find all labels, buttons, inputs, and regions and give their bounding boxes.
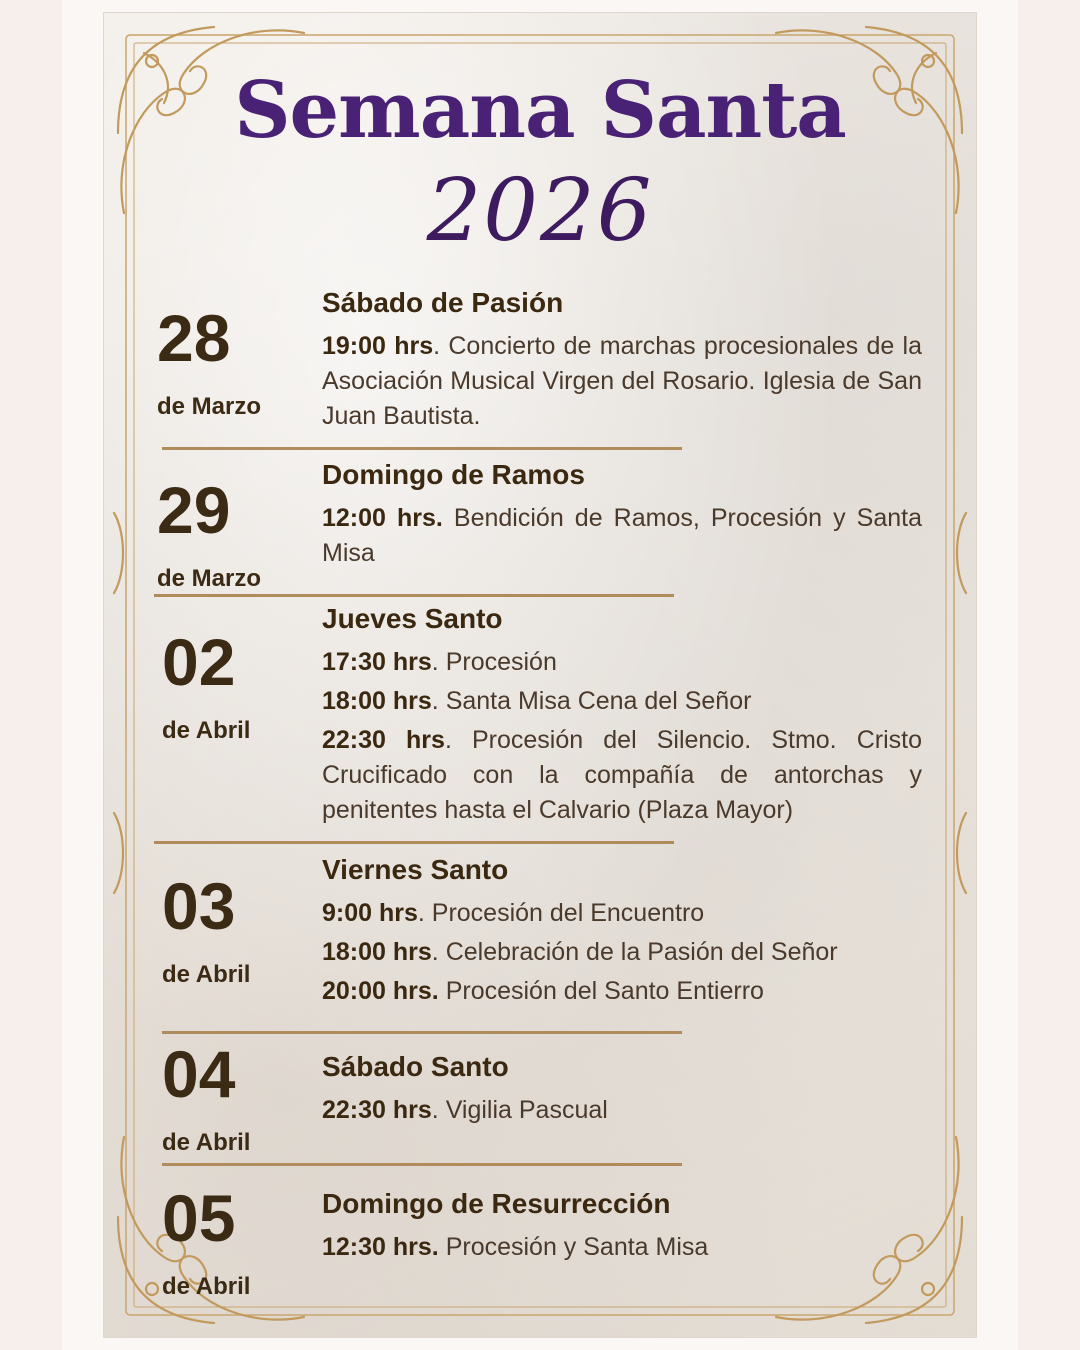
time-label: 12:30 hrs.: [322, 1233, 439, 1261]
day-number: 28: [157, 301, 231, 375]
month-label: de Abril: [162, 1129, 251, 1156]
day-number: 02: [162, 625, 236, 699]
time-label: 17:30 hrs: [322, 648, 432, 676]
schedule-item: [322, 501, 922, 571]
time-label: 22:30 hrs: [322, 1096, 432, 1124]
time-label: 22:30 hrs: [322, 726, 445, 754]
month-label: de Abril: [162, 961, 251, 988]
schedule-description: . Vigilia Pascual: [431, 1096, 608, 1124]
time-label: 12:00 hrs.: [322, 504, 443, 532]
event-block: [322, 1188, 922, 1265]
separator-line: [162, 1163, 682, 1166]
poster-title: Semana Santa: [234, 65, 846, 156]
day-number: 29: [157, 473, 231, 547]
schedule-item: [322, 896, 922, 931]
poster-year: 2026: [426, 161, 654, 261]
month-label: de Marzo: [157, 565, 262, 592]
date-block: [157, 473, 262, 593]
day-number: 05: [162, 1181, 236, 1255]
date-block: [162, 869, 251, 989]
date-block: [157, 301, 262, 421]
time-label: 18:00 hrs: [322, 938, 432, 966]
time-label: 20:00 hrs.: [322, 977, 439, 1005]
poster: [104, 13, 976, 1337]
day-number: 03: [162, 869, 236, 943]
time-label: 9:00 hrs: [322, 899, 418, 927]
schedule-description: . Procesión del Silencio. Stmo. Cristo Crucificado con la compañía de antorchas y penitentes hasta el Calvario (Plaza Mayor): [322, 726, 923, 824]
separator-line: [154, 594, 674, 597]
event-block: [322, 459, 922, 571]
schedule-description: Procesión del Santo Entierro: [438, 977, 764, 1005]
event-block: [322, 854, 922, 1009]
separator-line: [162, 447, 682, 450]
month-label: de Marzo: [157, 393, 262, 420]
schedule-item: [322, 645, 922, 680]
event-name: Domingo de Ramos: [322, 459, 585, 490]
schedule-item: [322, 723, 922, 828]
schedule-item: [322, 684, 922, 719]
date-block: [162, 625, 251, 745]
schedule-item: [322, 1230, 922, 1265]
schedule-item: [322, 329, 922, 434]
day-number: 04: [162, 1037, 236, 1111]
event-block: [322, 1051, 922, 1128]
date-block: [162, 1037, 251, 1157]
event-name: Viernes Santo: [322, 854, 509, 885]
event-block: [322, 603, 922, 828]
event-name: Sábado Santo: [322, 1051, 509, 1082]
event-block: [322, 287, 922, 434]
schedule-item: [322, 1093, 922, 1128]
time-label: 18:00 hrs: [322, 687, 432, 715]
separator-line: [154, 841, 674, 844]
schedule-description: Bendición de Ramos, Procesión y Santa Misa: [322, 504, 922, 567]
schedule-description: Procesión y Santa Misa: [438, 1233, 709, 1261]
schedule-description: . Concierto de marchas procesionales de la Asociación Musical Virgen del Rosario. Iglesia de San Juan Bautista.: [322, 332, 923, 430]
schedule-item: [322, 974, 922, 1009]
time-label: 19:00 hrs: [322, 332, 434, 360]
event-name: Sábado de Pasión: [322, 287, 564, 318]
event-name: Domingo de Resurrección: [322, 1188, 671, 1219]
schedule-description: . Procesión: [431, 648, 557, 676]
month-label: de Abril: [162, 1273, 251, 1300]
event-name: Jueves Santo: [322, 603, 503, 634]
schedule-description: . Celebración de la Pasión del Señor: [431, 938, 838, 966]
month-label: de Abril: [162, 717, 251, 744]
separator-line: [162, 1031, 682, 1034]
schedule-description: . Procesión del Encuentro: [417, 899, 705, 927]
schedule-item: [322, 935, 922, 970]
date-block: [162, 1181, 251, 1301]
schedule-description: . Santa Misa Cena del Señor: [431, 687, 752, 715]
